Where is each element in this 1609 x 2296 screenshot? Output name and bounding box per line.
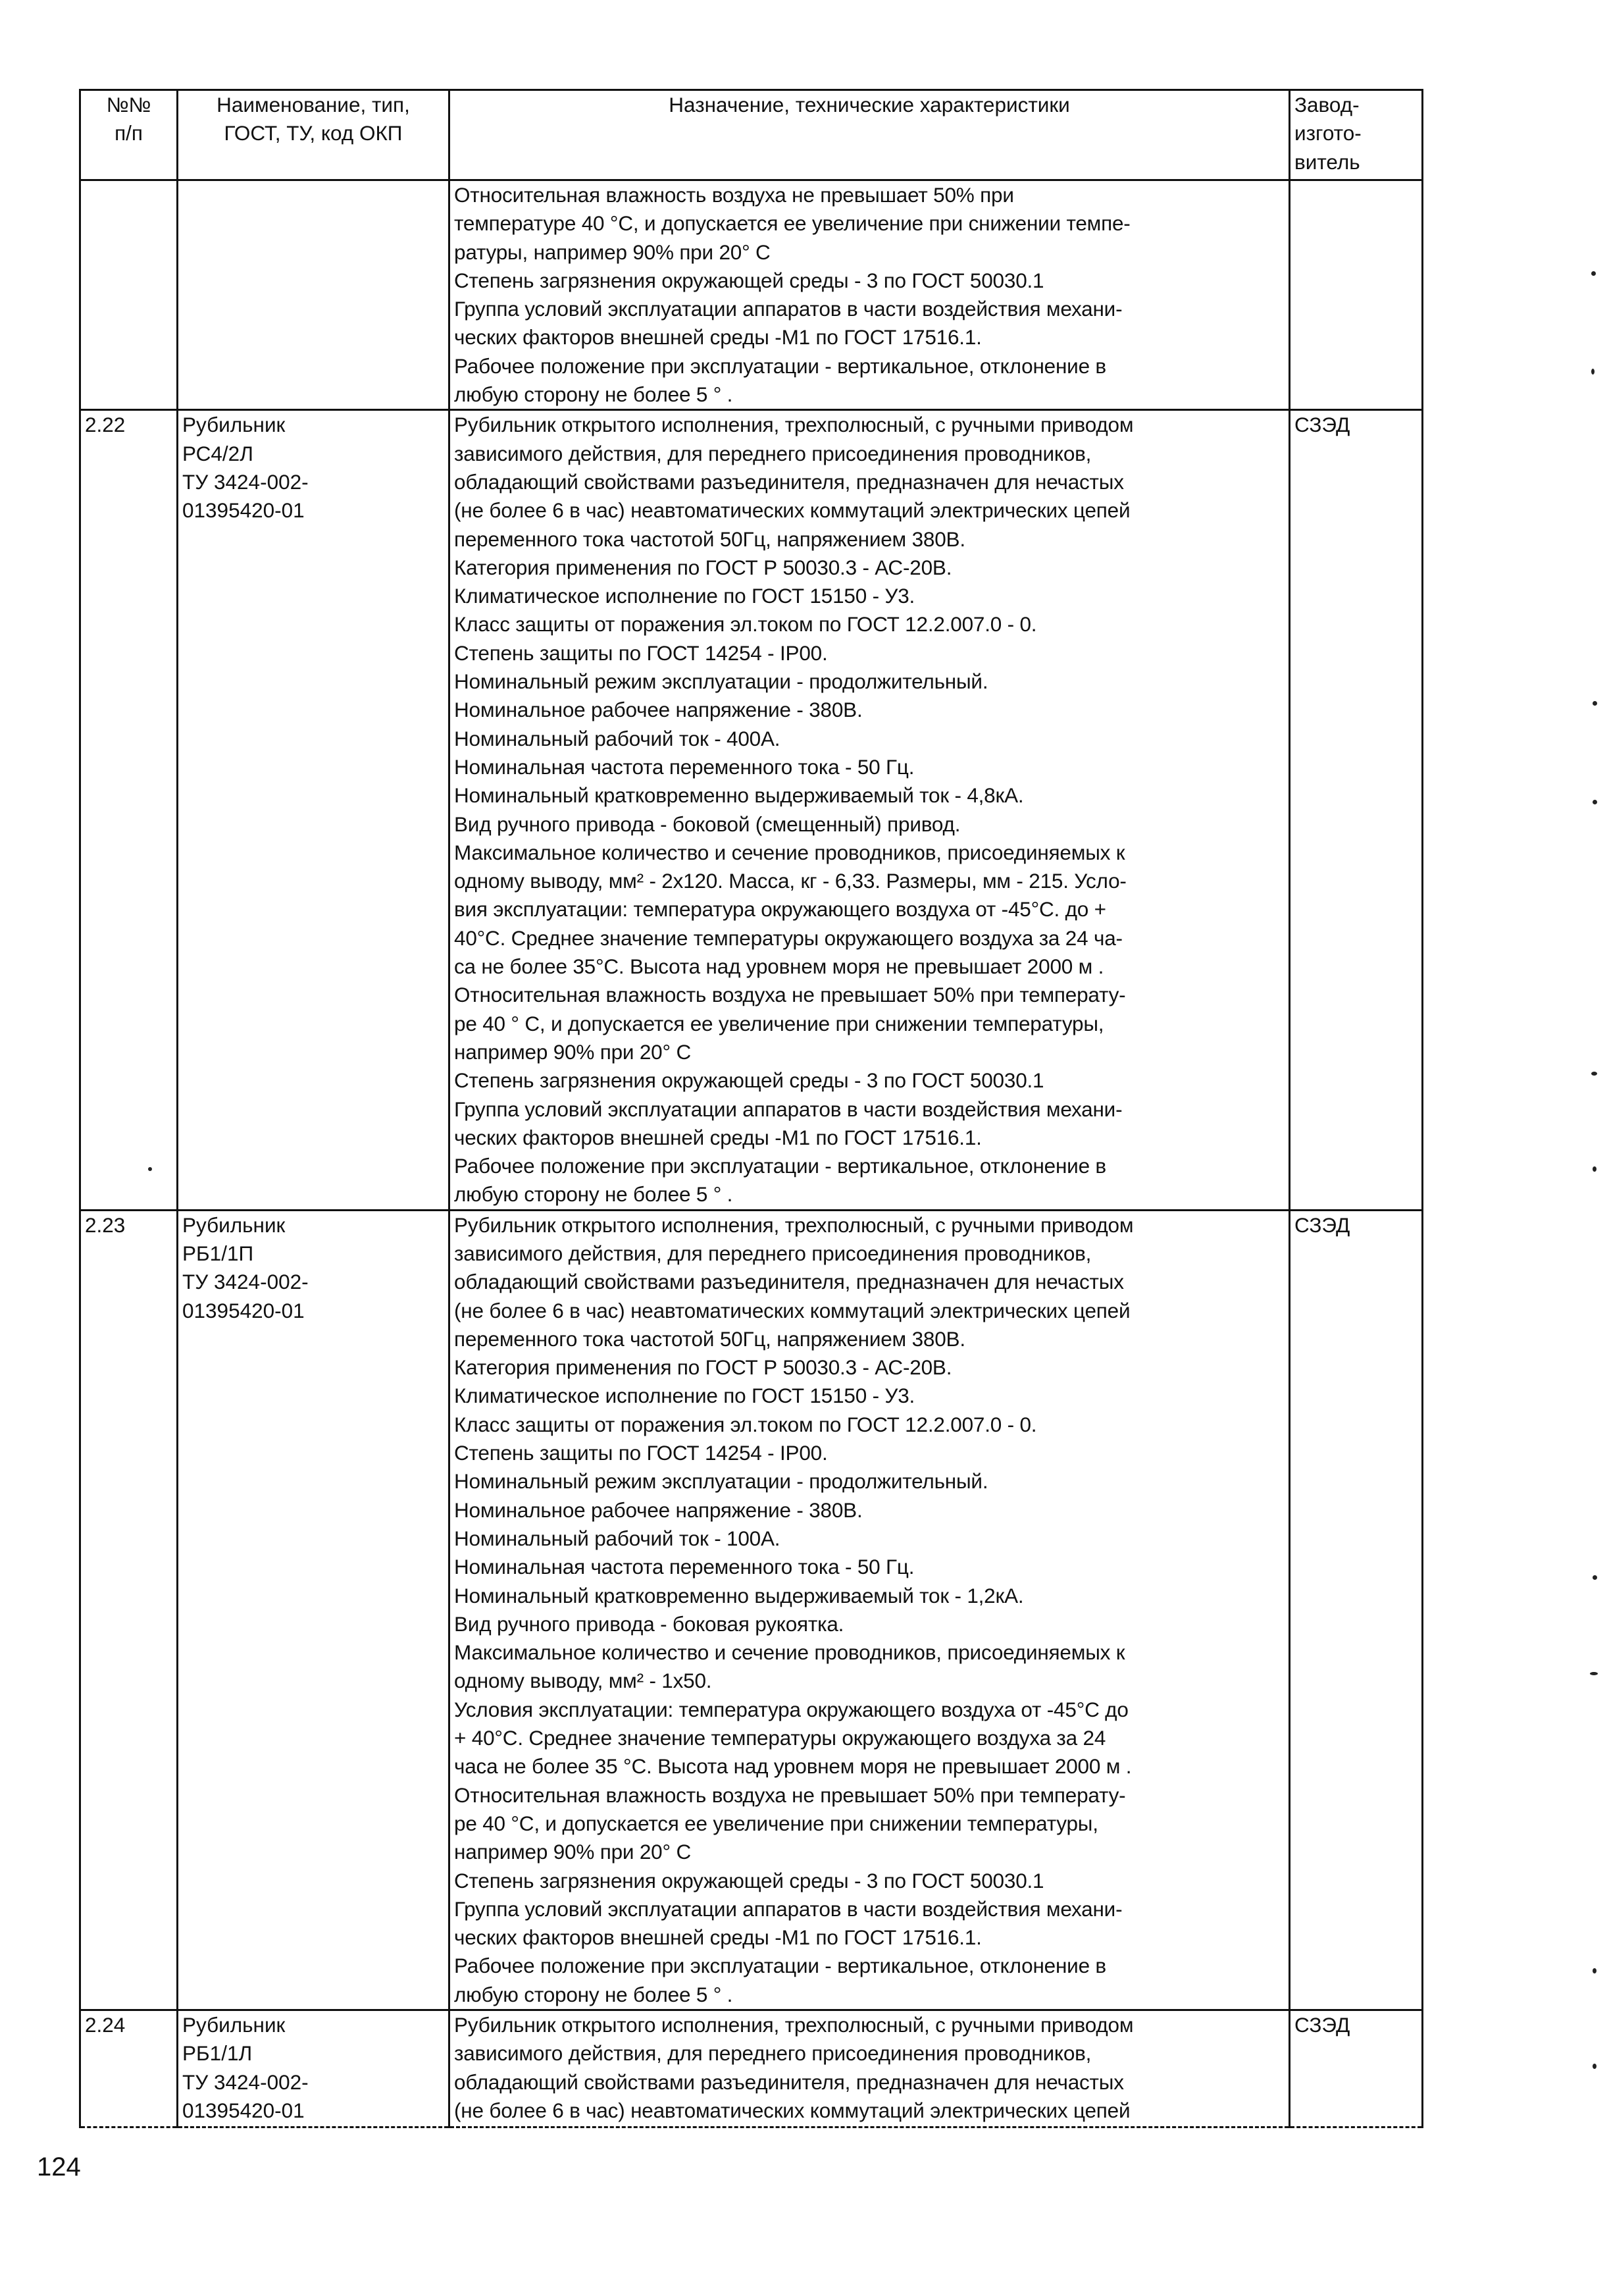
row-num: 2.22	[80, 410, 178, 1210]
scan-speck	[1593, 1166, 1596, 1172]
scan-speck	[1590, 1672, 1598, 1675]
scan-speck	[1593, 800, 1597, 804]
scan-speck	[1591, 1072, 1597, 1076]
page-number: 124	[37, 2152, 81, 2181]
row-desc: Относительная влажность воздуха не превышает 50% при температуре 40 °С, и допускается ее увеличение при снижении темпе- ратуры, например 90% при 20° С Степень загрязнения окружающей среды - 3 по ГОСТ 50030.1 Группа условий эксплуатации аппаратов в части воздействия механи- ческих факторов внешней среды -М1 по ГОСТ 17516.1. Рабочее положение при эксплуатации - вертикальное, отклонение в любую сторону не более 5 ° .	[449, 180, 1290, 410]
row-name: Рубильник РС4/2Л ТУ 3424-002- 01395420-01	[178, 410, 449, 1210]
row-num: 2.23	[80, 1210, 178, 2010]
row-maker: СЗЭД	[1290, 2010, 1423, 2127]
row-maker	[1290, 180, 1423, 410]
table-row-2-24	[80, 2010, 1423, 2127]
header-num: №№ п/п	[80, 90, 178, 180]
row-maker: СЗЭД	[1290, 1210, 1423, 2010]
table-row-continuation	[80, 180, 1423, 410]
scan-speck	[148, 1167, 152, 1171]
row-maker: СЗЭД	[1290, 410, 1423, 1210]
row-name: Рубильник РБ1/1Л ТУ 3424-002- 01395420-01	[178, 2010, 449, 2127]
scan-speck	[1591, 369, 1595, 375]
header-desc: Назначение, технические характеристики	[449, 90, 1290, 180]
scan-speck	[1593, 701, 1597, 706]
row-desc: Рубильник открытого исполнения, трехполюсный, с ручными приводом зависимого действия, для переднего присоединения проводников, обладающий свойствами разъединителя, предназначен для нечастых (не более 6 в час) неавтоматических коммутаций электрических цепей переменного тока частотой 50Гц, напряжением 380В. Категория применения по ГОСТ Р 50030.3 - АС-20В. Климатическое исполнение по ГОСТ 15150 - У3. Класс защиты от поражения эл.током по ГОСТ 12.2.007.0 - 0. Степень защиты по ГОСТ 14254 - IР00. Номинальный режим эксплуатации - продолжительный. Номинальное рабочее напряжение - 380В. Номинальный рабочий ток - 100А. Номинальная частота переменного тока - 50 Гц. Номинальный кратковременно выдерживаемый ток - 1,2кА. Вид ручного привода - боковая рукоятка. Максимальное количество и сечение проводников, присоединяемых к одному выводу, мм² - 1х50. Условия эксплуатации: температура окружающего воздуха от -45°С до + 40°С. Среднее значение температуры окружающего воздуха за 24 часа не более 35 °С. Высота над уровнем моря не превышает 2000 м . Относительная влажность воздуха не превышает 50% при температу- ре 40 °С, и допускается ее увеличение при снижении температуры, например 90% при 20° С Степень загрязнения окружающей среды - 3 по ГОСТ 50030.1 Группа условий эксплуатации аппаратов в части воздействия механи- ческих факторов внешней среды -М1 по ГОСТ 17516.1. Рабочее положение при эксплуатации - вертикальное, отклонение в любую сторону не более 5 ° .	[449, 1210, 1290, 2010]
row-desc: Рубильник открытого исполнения, трехполюсный, с ручными приводом зависимого действия, для переднего присоединения проводников, обладающий свойствами разъединителя, предназначен для нечастых (не более 6 в час) неавтоматических коммутаций электрических цепей переменного тока частотой 50Гц, напряжением 380В. Категория применения по ГОСТ Р 50030.3 - АС-20В. Климатическое исполнение по ГОСТ 15150 - У3. Класс защиты от поражения эл.током по ГОСТ 12.2.007.0 - 0. Степень защиты по ГОСТ 14254 - IР00. Номинальный режим эксплуатации - продолжительный. Номинальное рабочее напряжение - 380В. Номинальный рабочий ток - 400А. Номинальная частота переменного тока - 50 Гц. Номинальный кратковременно выдерживаемый ток - 4,8кА. Вид ручного привода - боковой (смещенный) привод. Максимальное количество и сечение проводников, присоединяемых к одному выводу, мм² - 2х120. Масса, кг - 6,33. Размеры, мм - 215. Усло- вия эксплуатации: температура окружающего воздуха от -45°С. до + 40°С. Среднее значение температуры окружающего воздуха за 24 ча- са не более 35°С. Высота над уровнем моря не превышает 2000 м . Относительная влажность воздуха не превышает 50% при температу- ре 40 ° С, и допускается ее увеличение при снижении температуры, например 90% при 20° С Степень загрязнения окружающей среды - 3 по ГОСТ 50030.1 Группа условий эксплуатации аппаратов в части воздействия механи- ческих факторов внешней среды -М1 по ГОСТ 17516.1. Рабочее положение при эксплуатации - вертикальное, отклонение в любую сторону не более 5 ° .	[449, 410, 1290, 1210]
header-name: Наименование, тип, ГОСТ, ТУ, код ОКП	[178, 90, 449, 180]
header-row	[80, 90, 1423, 180]
table-row-2-23	[80, 1210, 1423, 2010]
row-name: Рубильник РБ1/1П ТУ 3424-002- 01395420-01	[178, 1210, 449, 2010]
scan-speck	[1593, 1575, 1597, 1580]
row-name	[178, 180, 449, 410]
row-num	[80, 180, 178, 410]
row-desc: Рубильник открытого исполнения, трехполюсный, с ручными приводом зависимого действия, для переднего присоединения проводников, обладающий свойствами разъединителя, предназначен для нечастых (не более 6 в час) неавтоматических коммутаций электрических цепей	[449, 2010, 1290, 2127]
scan-speck	[1593, 1968, 1596, 1973]
scan-speck	[1591, 271, 1596, 276]
specification-table	[79, 89, 1423, 2128]
row-num: 2.24	[80, 2010, 178, 2127]
header-maker: Завод- изгото- витель	[1290, 90, 1423, 180]
table-row-2-22	[80, 410, 1423, 1210]
scan-speck	[1593, 2064, 1596, 2069]
